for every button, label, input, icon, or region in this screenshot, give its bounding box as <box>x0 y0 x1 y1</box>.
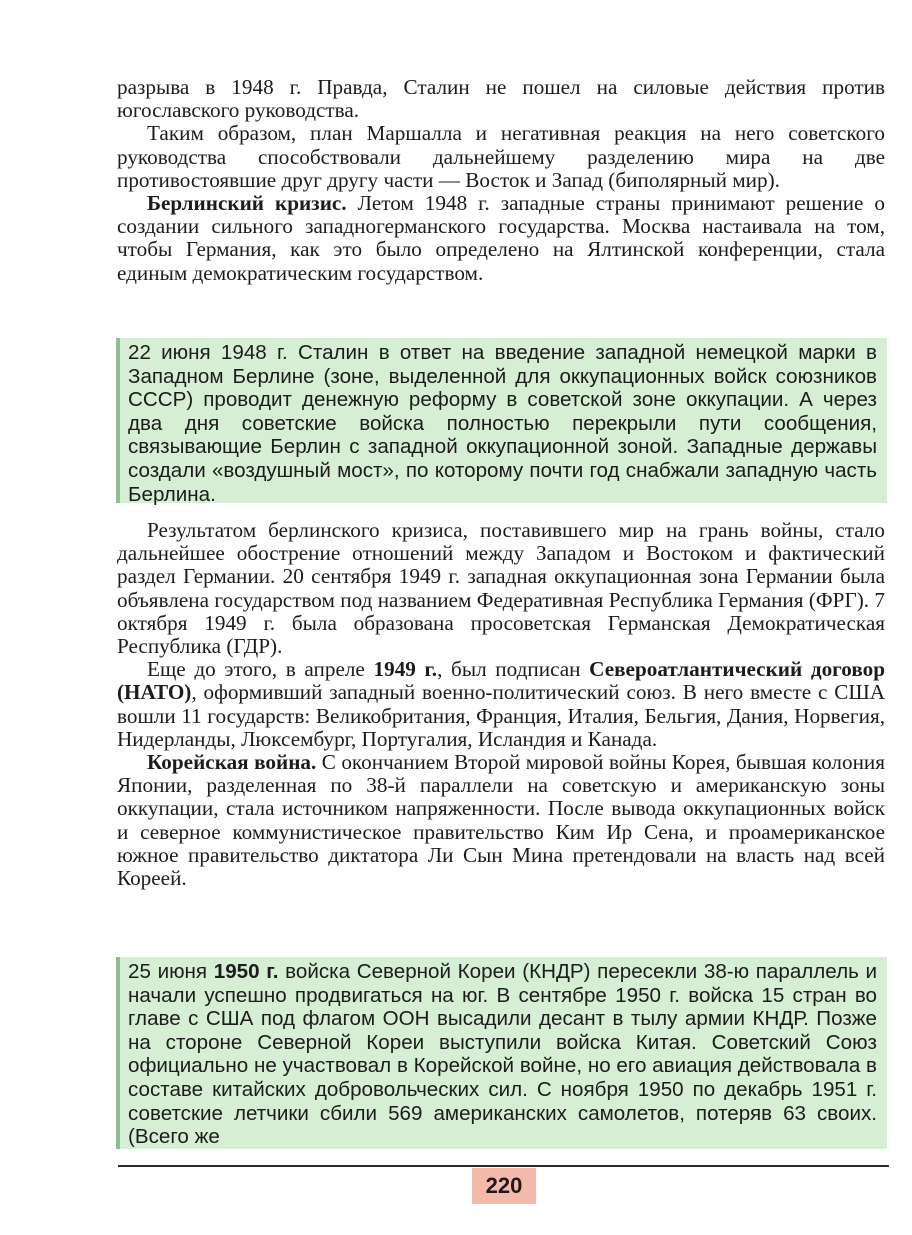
paragraph-marshall-plan: Таким образом, план Маршалла и негативная реакция на него советского руководства способствовали дальнейшему разделению мира на две противостоявшие друг другу части — Восток и Запад (биполярный мир). <box>117 121 885 192</box>
section-heading-korean-war: Корейская война. <box>147 750 317 775</box>
nato-text-e: , оформивший западный военно-политический союз. В него вместе с США вошли 11 государств: Великобритания, Франция, Италия, Бельгия, Дания, Норвегия, Нидерланды, Люксембург, Португалия, Исландия и Канада. <box>117 680 885 751</box>
korean-war-text: С окончанием Второй мировой войны Корея, бывшая колония Японии, разделенная по 38-й параллели на советскую и американскую зоны оккупации, стала источником напряженности. После вывода оккупационных войск и северное коммунистическое правительство Ким Ир Сена, и проамериканское южное правительство диктатора Ли Сын Мина претендовали на власть над всей Кореей. <box>117 750 885 891</box>
nato-text-c: , был подписан <box>437 657 590 682</box>
berlin-blockade-text: 22 июня 1948 г. Сталин в ответ на введение западной немецкой марки в Западном Берлине (зоне, выделенной для оккупационных войск союзников СССР) проводит денежную реформу в советской зоне оккупации. А через два дня советские войска полностью перекрыли пути сообщения, связывающие Берлин с западной оккупационной зоной. Западные державы создали «воздушный мост», по которому почти год снабжали западную часть Берлина. <box>128 341 877 506</box>
paragraph-berlin-crisis <box>117 192 885 285</box>
highlight-box-berlin-blockade <box>116 338 887 506</box>
section-heading-berlin-crisis: Берлинский кризис. <box>147 191 347 216</box>
text-block-top <box>117 76 885 285</box>
korean-war-box-text <box>128 960 877 1149</box>
footer-rule <box>118 1165 889 1167</box>
nato-text-a: Еще до этого, в апреле <box>147 657 374 682</box>
paragraph-nato <box>117 658 885 751</box>
highlight-box-korean-war <box>116 957 887 1149</box>
page-number: 220 <box>472 1168 536 1204</box>
text-block-middle <box>117 519 885 890</box>
korea-date-a: 25 июня <box>128 960 214 983</box>
paragraph-germany-split: Результатом берлинского кризиса, поставившего мир на грань войны, стало дальнейшее обострение отношений между Западом и Востоком и фактический раздел Германии. 20 сентября 1949 г. западная оккупационная зона Германии была объявлена государством под названием Федеративная Республика Германия (ФРГ). 7 октября 1949 г. была образована просоветская Германская Демократическая Республика (ГДР). <box>117 518 885 659</box>
paragraph-continuation: разрыва в 1948 г. Правда, Сталин не пошел на силовые действия против югославского руководства. <box>117 75 885 123</box>
nato-year: 1949 г. <box>373 657 438 682</box>
korea-box-body: войска Северной Кореи (КНДР) пересекли 38-ю параллель и начали успешно продвигаться на юг. В сентябре 1950 г. войска 15 стран во главе с США под флагом ООН высадили десант в тылу армии КНДР. Позже на стороне Северной Кореи выступили войска Китая. Советский Союз официально не участвовал в Корейской войне, но его авиация действовала в составе китайских добровольческих сил. С ноября 1950 по декабрь 1951 г. советские летчики сбили 569 американских самолетов, потеряв 63 своих. (Всего же <box>128 960 877 1149</box>
nato-term: Североатлантический договор (НАТО) <box>117 657 886 705</box>
korea-year: 1950 г. <box>213 960 279 983</box>
paragraph-korean-war <box>117 751 885 890</box>
berlin-crisis-text: Летом 1948 г. западные страны принимают решение о создании сильного западногерманского государства. Москва настаивала на том, чтобы Германия, как это было определено на Ялтинской конференции, стала единым демократическим государством. <box>117 191 885 285</box>
